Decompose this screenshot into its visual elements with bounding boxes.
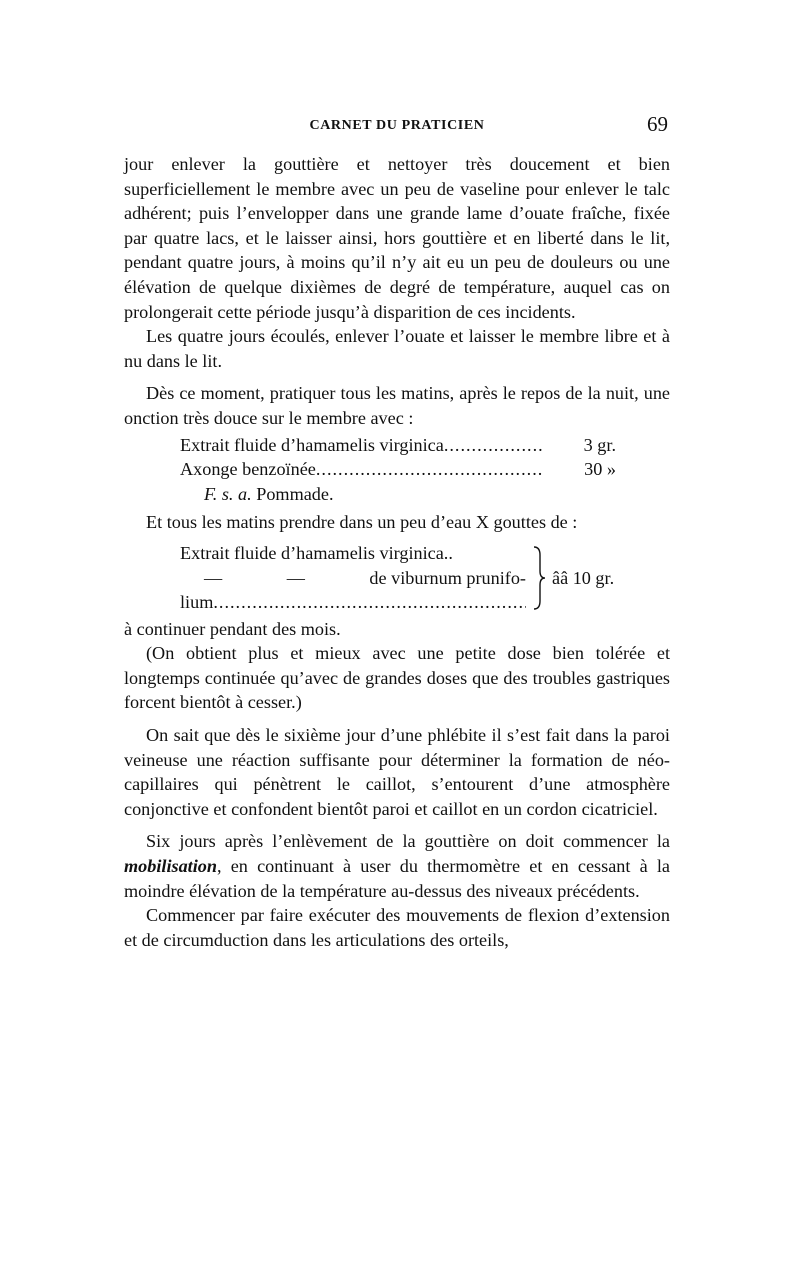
recipe-drops-line-1: Extrait fluide d’hamamelis virginica.. <box>180 542 453 563</box>
ingredient-name: de viburnum prunifo- <box>369 567 526 588</box>
ingredient-name: Extrait fluide d’hamamelis virginica <box>180 434 444 455</box>
running-title: CARNET DU PRATICIEN <box>309 118 485 133</box>
leader-dots <box>213 590 526 615</box>
ditto-dash: — <box>204 567 223 588</box>
fsa-abbreviation: F. s. a. <box>204 483 252 504</box>
leader-dots <box>444 433 542 458</box>
leader-dots <box>316 457 542 482</box>
paragraph-8 <box>124 829 670 903</box>
paragraph-9: Commencer par faire exécuter des mouvements de flexion d’extension et de circumduction dans les articulations des orteils, <box>124 905 670 950</box>
recipe-line-1 <box>180 433 616 458</box>
body-text <box>124 152 670 952</box>
paragraph-8-end: , en continuant à user du thermomètre et en cessant à la moindre élévation de la température au-dessus des niveaux précédents. <box>124 856 670 901</box>
paragraph-8-start: Six jours après l’enlèvement de la gouttière on doit commencer la <box>146 831 670 852</box>
recipe-ointment <box>124 433 670 507</box>
paragraph-1: jour enlever la gouttière et nettoyer très doucement et bien superficiellement le membre avec un peu de vaseline pour enlever le talc adhérent; puis l’envelopper dans une grande lame d’ouate fraîche, fixée par quatre lacs, et le laisser ainsi, hors gouttière et en liberté dans le lit, pendant quatre jours, à moins qu’il n’y ait eu un peu de douleurs ou une élévation de quelque dixièmes de degré de température, auquel cas on prolongerait cette période jusqu’à disparition de ces incidents. <box>124 154 670 322</box>
recipe-drops-line-3 <box>180 590 526 615</box>
recipe-line-2 <box>180 457 616 482</box>
recipe-drops <box>124 541 670 615</box>
brace-icon <box>532 545 546 611</box>
paragraph-3: Dès ce moment, pratiquer tous les matins, après le repos de la nuit, une onction très douce sur le membre avec : <box>124 383 670 428</box>
recipe-instruction <box>180 482 670 507</box>
paragraph-2: Les quatre jours écoulés, enlever l’ouate et laisser le membre libre et à nu dans le lit. <box>124 326 670 371</box>
page-number: 69 <box>647 112 668 136</box>
paragraph-4: Et tous les matins prendre dans un peu d’eau X gouttes de : <box>146 512 578 533</box>
ingredient-quantity: 3 gr. <box>583 434 616 455</box>
paragraph-7: On sait que dès le sixième jour d’une phlébite il s’est fait dans la paroi veineuse une réaction suffisante pour déterminer la formation de néo-capillaires qui pénètrent le caillot, s’entourent d’une atmosphère conjonctive et confondent bientôt paroi et caillot en un cordon cicatriciel. <box>124 725 670 819</box>
ingredient-quantity: ââ 10 gr. <box>552 567 615 588</box>
ditto-dash: — <box>286 567 305 588</box>
emphasis-mobilisation: mobilisation <box>124 856 217 877</box>
paragraph-5: à continuer pendant des mois. <box>124 618 341 639</box>
recipe-drops-line-2 <box>180 566 526 591</box>
paragraph-6: (On obtient plus et mieux avec une petite dose bien tolérée et longtemps continuée qu’avec de grandes doses que des troubles gastriques forcent bientôt à cesser.) <box>124 643 670 713</box>
ingredient-name-end: lium <box>180 592 214 613</box>
ingredient-quantity: 30 » <box>584 459 616 480</box>
fsa-text: Pommade. <box>256 483 334 504</box>
ingredient-name: Axonge benzoïnée <box>180 459 316 480</box>
recipe-drops-lines <box>180 541 526 615</box>
page-header <box>124 112 670 142</box>
